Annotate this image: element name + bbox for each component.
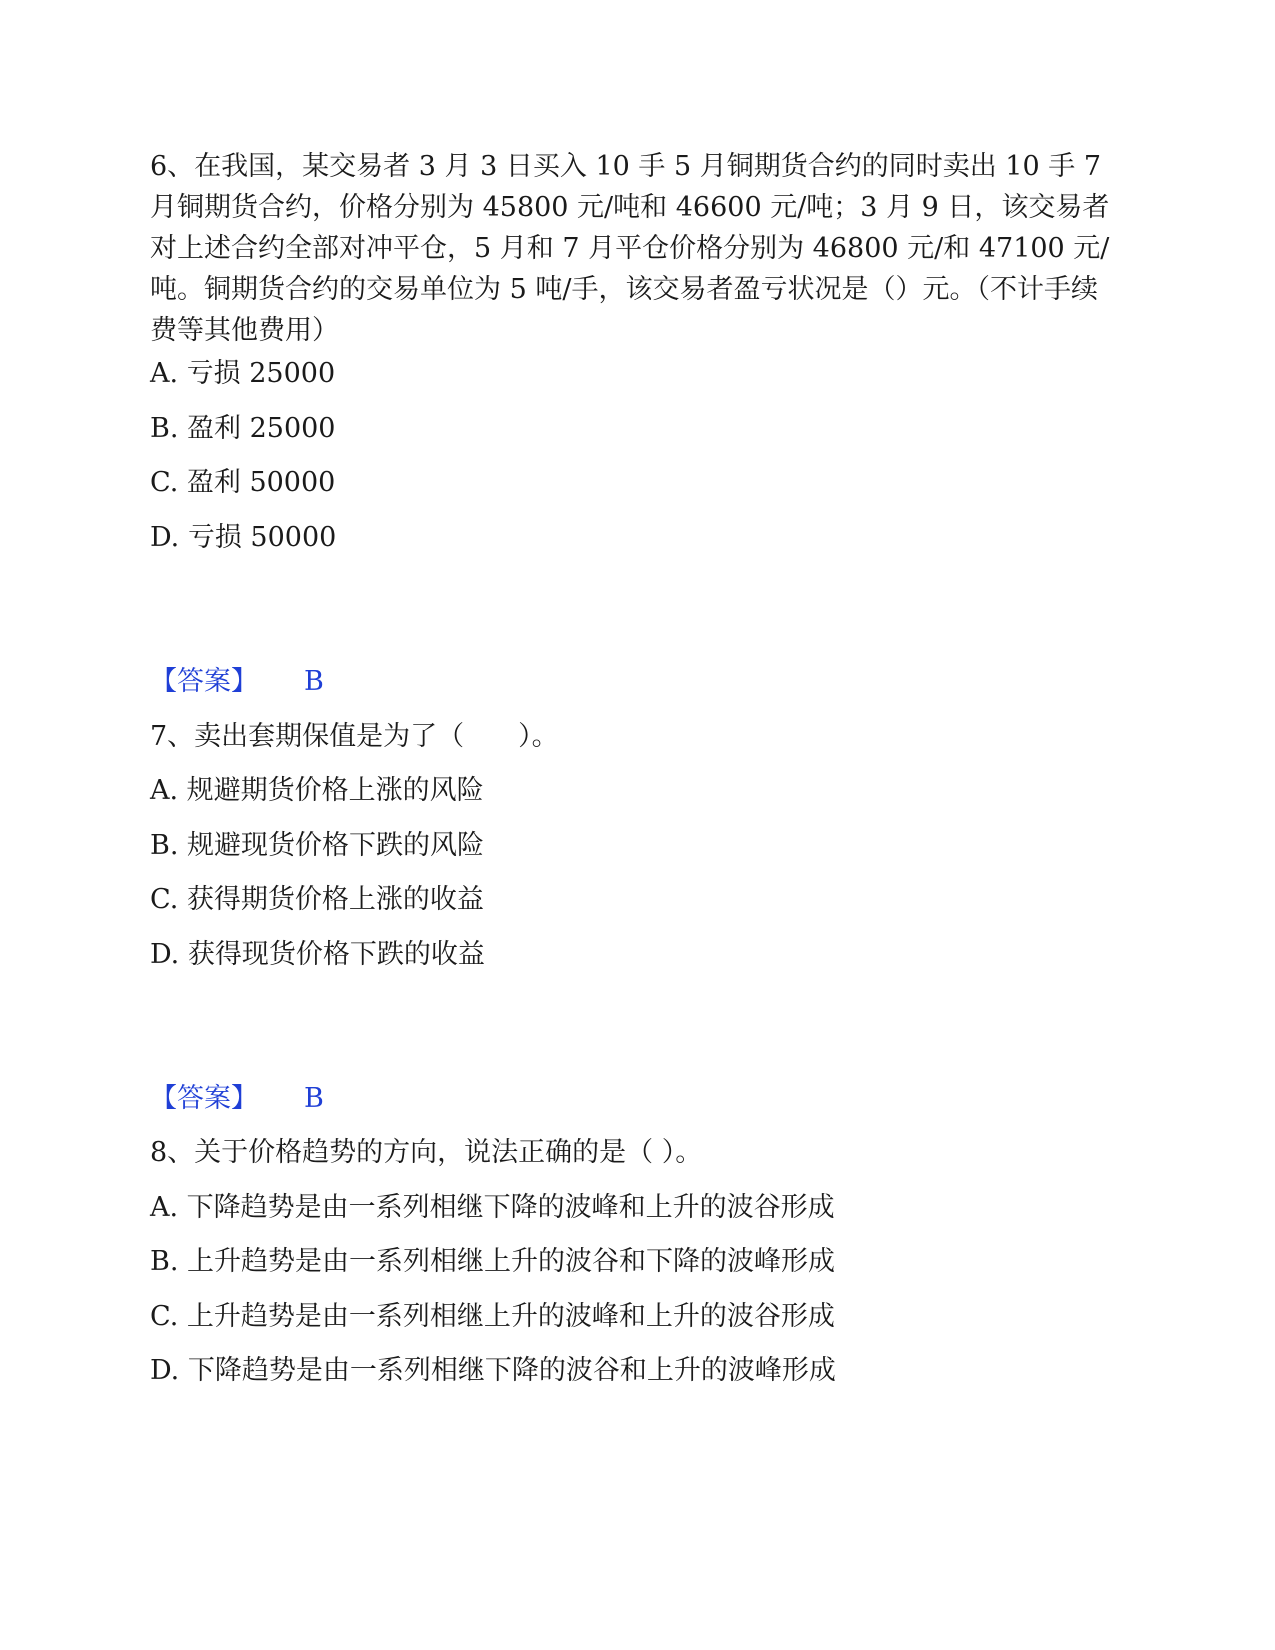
question-6-answer (150, 664, 324, 700)
question-6-stem: 6、在我国，某交易者 3 月 3 日买入 10 手 5 月铜期货合约的同时卖出 10 手 7 月铜期货合约，价格分别为 45800 元/吨和 46600 元/吨；3 月 9 日，该交易者对上述合约全部对冲平仓，5 月和 7 月平仓价格分别为 46800 元/和 47100 元/吨。铜期货合约的交易单位为 5 吨/手，该交易者盈亏状况是（）元。（不计手续费等其他费用） (150, 151, 1110, 346)
question-8-option-b: B. 上升趋势是由一系列相继上升的波谷和下降的波峰形成 (150, 1246, 836, 1277)
question-8-option-d: D. 下降趋势是由一系列相继下降的波谷和上升的波峰形成 (150, 1355, 836, 1386)
answer-value: B (304, 1083, 324, 1114)
question-8-option-c: C. 上升趋势是由一系列相继上升的波峰和上升的波谷形成 (150, 1301, 835, 1332)
question-7-stem: 7、卖出套期保值是为了（ ）。 (150, 721, 559, 752)
question-7-answer (150, 1081, 324, 1117)
question-6-option-c: C. 盈利 50000 (150, 467, 336, 498)
answer-label: 【答案】 (150, 1083, 258, 1114)
question-6-option-d: D. 亏损 50000 (150, 522, 337, 553)
question-7-option-b: B. 规避现货价格下跌的风险 (150, 830, 485, 861)
question-7-option-c: C. 获得期货价格上涨的收益 (150, 884, 484, 915)
question-8-option-a: A. 下降趋势是由一系列相继下降的波峰和上升的波谷形成 (150, 1192, 835, 1223)
question-8-stem: 8、关于价格趋势的方向，说法正确的是（ ）。 (150, 1137, 703, 1168)
question-7-option-a: A. 规避期货价格上涨的风险 (150, 775, 484, 806)
question-7-option-d: D. 获得现货价格下跌的收益 (150, 939, 485, 970)
answer-value: B (304, 666, 324, 697)
question-6-option-b: B. 盈利 25000 (150, 413, 336, 444)
answer-label: 【答案】 (150, 666, 258, 697)
question-6-option-a: A. 亏损 25000 (150, 358, 336, 389)
